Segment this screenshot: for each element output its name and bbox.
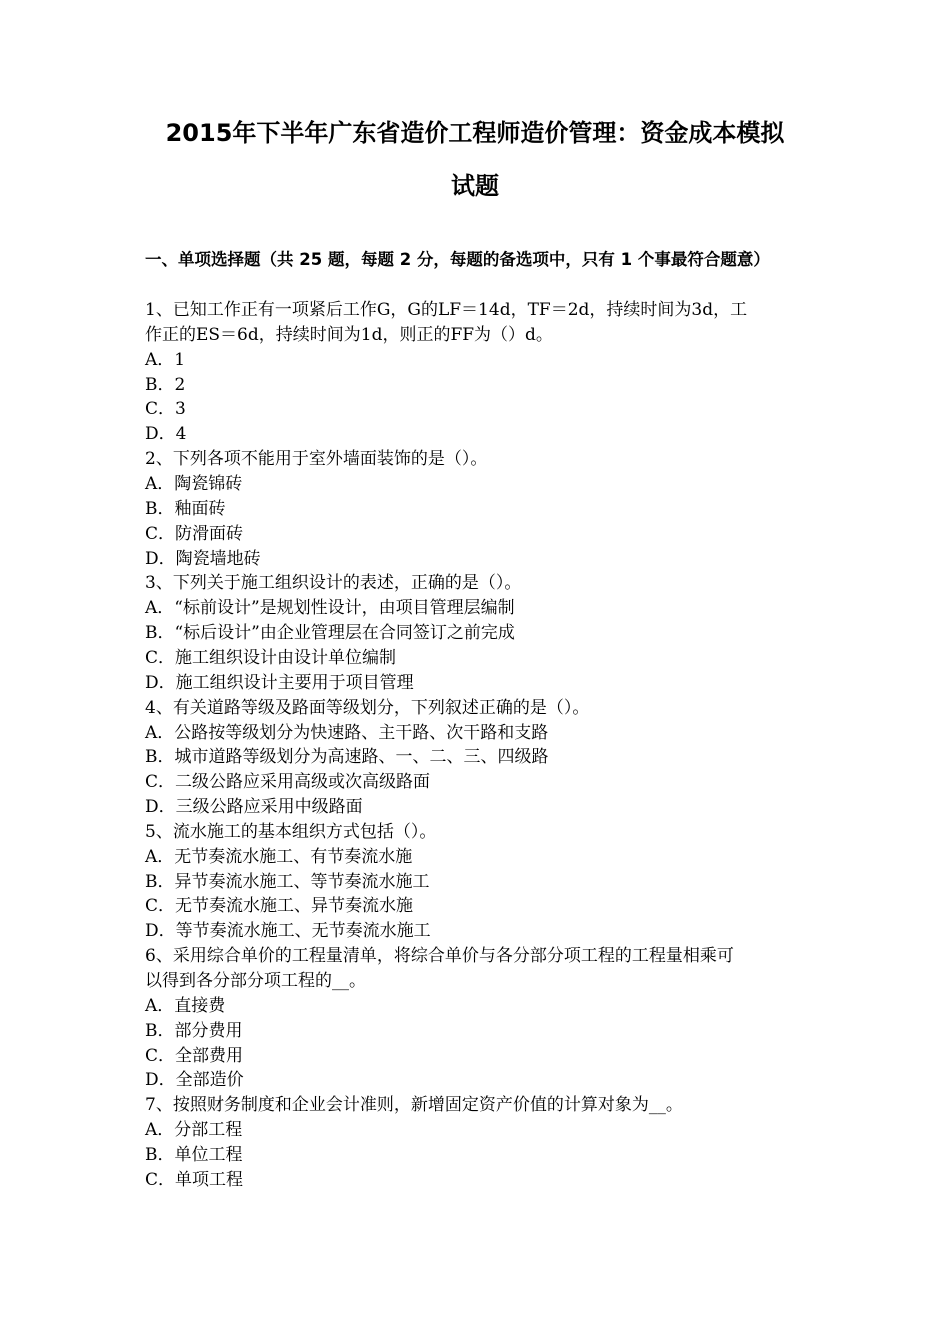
text-line: A．公路按等级划分为快速路、主干路、次干路和支路 [145, 722, 549, 743]
text-line: A．无节奏流水施工、有节奏流水施 [145, 846, 413, 867]
text-line: A．1 [145, 349, 186, 370]
text-line: C．全部费用 [145, 1045, 244, 1066]
text-line: B．2 [145, 374, 186, 395]
text-line: D．三级公路应采用中级路面 [145, 797, 363, 817]
text-line: C．二级公路应采用高级或次高级路面 [145, 772, 431, 793]
text-line: C．无节奏流水施工、异节奏流水施 [145, 896, 414, 917]
document-title-line-1: 2015年下半年广东省造价工程师造价管理：资金成本模拟 [165, 119, 785, 147]
text-line: 作正的ES＝6d，持续时间为1d，则正的FF为（）d。 [145, 324, 553, 345]
text-line: B．“标后设计”由企业管理层在合同签订之前完成 [145, 623, 515, 643]
text-line: B．单位工程 [145, 1144, 243, 1165]
text-line: A．“标前设计”是规划性设计，由项目管理层编制 [145, 598, 515, 619]
text-line: D．施工组织设计主要用于项目管理 [145, 672, 414, 693]
text-line: D．等节奏流水施工、无节奏流水施工 [145, 921, 431, 942]
document-title-line-2: 试题 [451, 172, 499, 200]
text-line: C．防滑面砖 [145, 523, 244, 544]
text-line: A．分部工程 [145, 1120, 243, 1141]
text-line: D．4 [145, 424, 187, 445]
section-heading: 一、单项选择题（共 25 题，每题 2 分，每题的备选项中，只有 1 个事最符合题意） [145, 250, 770, 269]
text-line: C．施工组织设计由设计单位编制 [145, 647, 397, 668]
text-line: 7、按照财务制度和企业会计准则，新增固定资产价值的计算对象为__。 [145, 1095, 683, 1116]
text-line: B．城市道路等级划分为高速路、一、二、三、四级路 [145, 747, 549, 768]
text-line: 2、下列各项不能用于室外墙面装饰的是（）。 [145, 449, 488, 470]
text-line: 3、下列关于施工组织设计的表述，正确的是（）。 [145, 573, 522, 594]
text-line: 以得到各分部分项工程的__。 [145, 971, 366, 991]
text-line: B．釉面砖 [145, 498, 226, 519]
text-line: D．陶瓷墙地砖 [145, 548, 261, 569]
text-line: 5、流水施工的基本组织方式包括（）。 [145, 821, 437, 842]
text-line: C．单项工程 [145, 1169, 244, 1190]
text-line: A．陶瓷锦砖 [145, 474, 243, 494]
text-line: 4、有关道路等级及路面等级划分，下列叙述正确的是（）。 [145, 697, 590, 718]
text-line: D．全部造价 [145, 1070, 244, 1091]
text-line: C．3 [145, 399, 186, 420]
text-line: 1、已知工作正有一项紧后工作G，G的LF＝14d，TF＝2d，持续时间为3d，工 [145, 300, 748, 320]
text-line: A．直接费 [145, 995, 226, 1016]
text-line: B．异节奏流水施工、等节奏流水施工 [145, 871, 430, 892]
text-line: B．部分费用 [145, 1020, 243, 1041]
text-line: 6、采用综合单价的工程量清单，将综合单价与各分部分项工程的工程量相乘可 [145, 946, 734, 967]
